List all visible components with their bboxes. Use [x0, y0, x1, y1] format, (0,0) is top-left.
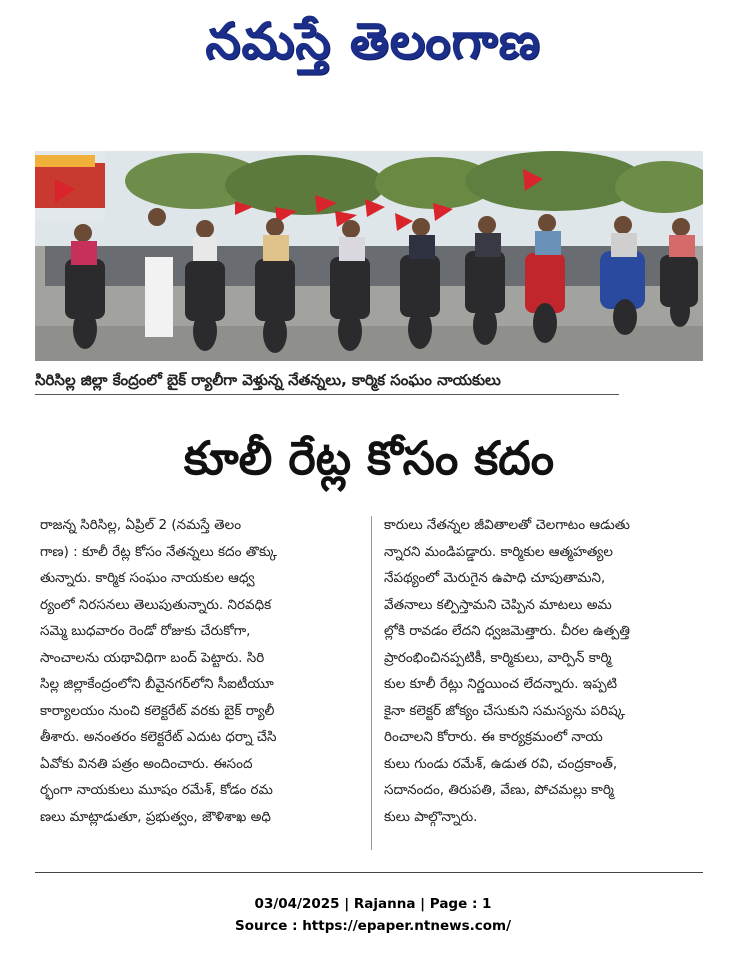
article-column-right — [384, 512, 702, 852]
article-text-line: కులు పాల్గొన్నారు. — [384, 808, 478, 825]
article-text-line: తున్నారు. కార్మిక సంఘం నాయకుల ఆధ్వ — [40, 570, 255, 586]
article-text-line: సదానందం, తిరుపతి, వేణు, పోచమల్లు కార్మి — [384, 782, 614, 798]
article-text-line: కులు గుండు రమేశ్, ఉడుత రవి, చంద్రకాంత్, — [384, 755, 618, 772]
article-text-line: ప్రారంభించినప్పటికీ, కార్మికులు, వార్పిన్ కార్మి — [384, 649, 612, 666]
article-text-line: ఏవోకు వినతి పత్రం అందించారు. ఈసంద — [40, 755, 253, 772]
footer-source-link[interactable]: Source : https://epaper.ntnews.com/ — [234, 918, 512, 934]
newspaper-masthead: నమస్తే తెలంగాణ — [205, 12, 541, 70]
article-text-line: గాణ) : కూలీ రేట్ల కోసం నేతన్నలు కదం తొక్కు — [40, 543, 277, 560]
article-text-line: సాంచాలను యథావిధిగా బంద్ పెట్టారు. సిరి — [40, 649, 265, 666]
article-text-line: ణలు మాట్లాడుతూ, ప్రభుత్వం, జౌళిశాఖ అధి — [40, 808, 271, 825]
news-photo — [35, 151, 703, 361]
bike-rally-photo — [35, 151, 703, 361]
article-text-line: కారులు నేతన్నల జీవితాలతో చెలగాటం ఆడుతు — [384, 517, 630, 533]
footer-divider — [35, 872, 703, 873]
footer-meta: 03/04/2025 | Rajanna | Page : 1 — [254, 896, 492, 912]
article-text-line: కైనా కలెక్టర్ జోక్యం చేసుకుని సమస్యను పరిష్క — [384, 702, 625, 719]
article-text-line: రాజన్న సిరిసిల్ల, ఏప్రిల్ 2 (నమస్తే తెలం — [40, 517, 242, 533]
article-text-line: వేతనాలు కల్పిస్తామని చెప్పిన మాటలు అమ — [384, 596, 612, 613]
article-text-line: ర్యంలో నిరసనలు తెలుపుతున్నారు. నిరవధిక — [40, 596, 272, 613]
article-text-line: రించాలని కోరారు. ఈ కార్యక్రమంలో నాయ — [384, 729, 603, 745]
article-text-line: సమ్మె బుధవారం రెండో రోజుకు చేరుకోగా, — [40, 623, 251, 639]
article-column-left — [40, 512, 358, 852]
column-divider — [371, 516, 372, 850]
article-text-line: ర్భంగా నాయకులు మూషం రమేశ్, కోడం రమ — [40, 782, 273, 798]
caption-divider — [35, 394, 619, 395]
article-text-line: కుల కూలీ రేట్లు నిర్ణయించ లేదన్నారు. ఇప్పటి — [384, 676, 617, 692]
article-text-line: న్నారని మండిపడ్డారు. కార్మికుల ఆత్మహత్యల — [384, 543, 614, 560]
article-text-line: ల్లోకి రావడం లేదని ధ్వజమెత్తారు. చీరల ఉత్పత్తి — [384, 623, 630, 639]
photo-building — [35, 163, 105, 208]
article-text-line: కార్యాలయం నుంచి కలెక్టరేట్ వరకు బైక్ ర్యాలీ — [40, 702, 275, 719]
article-headline: కూలీ రేట్ల కోసం కదం — [183, 431, 555, 485]
photo-caption: సిరిసిల్ల జిల్లా కేంద్రంలో బైక్ ర్యాలీగా వెళ్తున్న నేతన్నలు, కార్మిక సంఘం నాయకులు — [35, 371, 501, 389]
article-text-line: సిల్ల జిల్లాకేంద్రంలోని బీవైనగర్‌లోని సీఐటీయూ — [40, 676, 274, 692]
article-text-line: తీశారు. అనంతరం కలెక్టరేట్ ఎదుట ధర్నా చేసి — [40, 729, 277, 745]
article-text-line: నేపథ్యంలో మెరుగైన ఉపాధి చూపుతామని, — [384, 570, 606, 586]
